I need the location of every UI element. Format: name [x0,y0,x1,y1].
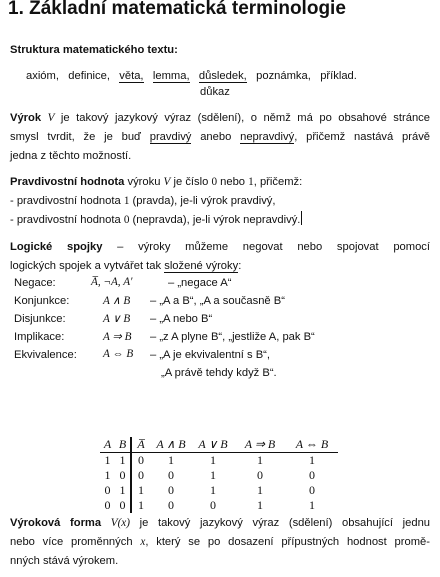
table-row [100,468,338,483]
forma-text: je takový jazykový výraz (sdělení) obsahující jednu [130,517,431,529]
forma-term: Výroková forma [10,517,102,529]
table-cell: 1 [210,483,216,497]
table-row [100,483,338,498]
var-x: x [140,536,146,548]
table-cell: 1 [131,498,150,513]
hodnota-text: nebo [217,176,249,188]
value-one: 1 [248,176,254,188]
vyrok-text: je takový jazykový výraz (sdělení), o němž má po obsahové stránce [54,112,430,124]
hodnota-term: Pravdivostní hodnota [10,176,125,188]
table-cell: 0 [104,498,111,512]
hodnota-paragraph [10,173,430,230]
compound-word: složené výroky [164,260,239,272]
vyrok-text: jedna z těchto možností. [10,150,132,162]
table-cell: 0 [131,453,150,469]
hodnota-text: výroku [124,176,164,188]
var-v: V [163,176,171,188]
connective-expr: A ∨ B [103,313,131,325]
structure-item: věta, [119,70,144,82]
table-cell: 0 [119,498,126,512]
vyrok-term: Výrok [10,112,42,124]
connective-desc: – „A a B“, „A a současně B“ [150,295,285,307]
table-header: B [118,437,127,451]
hodnota-bullet: (nepravda), je-li výrok nepravdivý. [129,214,301,226]
vyrok-paragraph [10,109,430,166]
forma-paragraph [10,514,430,571]
table-row [100,453,338,469]
connective-name: Konjunkce: [14,295,70,307]
connective-expr: A ⇔ B [103,348,134,360]
table-cell: 0 [119,468,126,482]
table-header: A ⇔ B [286,437,338,453]
table-cell: 1 [131,483,150,498]
table-header: A ⇒ B [234,437,286,453]
table-header: A ∨ B [192,437,234,453]
connective-desc: – „negace A“ [168,277,232,289]
connective-name: Implikace: [14,331,65,343]
connective-expr: A ∧ B [103,295,131,307]
truth-table [100,437,338,513]
table-cell: 0 [309,483,315,497]
table-cell: 0 [309,468,315,482]
vyrok-text: smysl tvrdit, že je buď [10,131,150,143]
forma-text: nných stává výrokem. [10,555,119,567]
table-cell: 1 [119,483,126,497]
value-zero: 0 [123,214,130,226]
structure-proof: důkaz [200,86,230,98]
false-word: nepravdivý [240,131,295,143]
structure-item: poznámka, [256,70,311,82]
connective-name: Disjunkce: [14,313,66,325]
table-cell: 0 [168,498,174,512]
spojky-paragraph [10,238,430,276]
hodnota-bullet: (pravda), je-li výrok pravdivý, [129,195,276,207]
table-cell: 1 [210,453,216,467]
table-header: A [103,437,112,451]
table-header: A̅ [131,437,150,453]
vyrok-text: , přičemž nastává právě [294,131,431,143]
table-row [100,498,338,513]
structure-heading: Struktura matematického textu: [10,44,178,56]
table-header: A ∧ B [150,437,192,453]
spojky-text: : [238,260,242,272]
value-one: 1 [123,195,130,207]
table-cell: 0 [131,468,150,483]
spojky-text: logických spojek a vytvářet tak [10,260,165,272]
var-v: V [47,112,55,124]
connective-expr: A̅, ¬A, A′ [91,276,133,288]
connective-desc: – „A nebo B“ [150,313,213,325]
structure-item: důsledek, [198,70,247,82]
table-cell: 1 [309,498,315,512]
connective-desc: – „A je ekvivalentní s B“, [150,349,271,361]
hodnota-text: , přičemž: [253,176,303,188]
text-cursor [301,211,302,225]
forma-text: nebo více proměnných [10,536,141,548]
table-cell: 0 [168,483,174,497]
var-vx: V(x) [110,517,130,529]
connective-name: Ekvivalence: [14,349,77,361]
vyrok-text: anebo [191,131,241,143]
structure-item: příklad. [320,70,357,82]
table-cell: 1 [257,498,263,512]
connective-desc: „A právě tehdy když B“. [161,367,277,379]
table-cell: 1 [309,453,315,467]
value-zero: 0 [211,176,218,188]
table-cell: 0 [210,498,216,512]
table-cell: 0 [104,483,111,497]
table-cell: 0 [168,468,174,482]
connective-expr: A ⇒ B [103,331,132,343]
table-cell: 1 [104,468,111,482]
hodnota-bullet: - pravdivostní hodnota [10,214,124,226]
table-cell: 1 [257,483,263,497]
structure-item: definice, [68,70,110,82]
hodnota-bullet: - pravdivostní hodnota [10,195,124,207]
structure-item: axióm, [26,70,59,82]
page-title: 1. Základní matematická terminologie [8,0,346,19]
table-cell: 1 [168,453,174,467]
connective-name: Negace: [14,277,56,289]
spojky-text: – výroky můžeme negovat nebo spojovat pomocí [102,241,431,253]
forma-text: , který se po dosazení přípustných hodnost promě- [145,536,430,548]
table-cell: 1 [100,453,115,469]
connective-desc: – „z A plyne B“, „jestliže A, pak B“ [150,331,315,343]
table-cell: 1 [115,453,131,469]
hodnota-text: je číslo [170,176,212,188]
structure-item: lemma, [152,70,190,82]
table-cell: 0 [257,468,263,482]
spojky-term: Logické spojky [10,241,103,253]
table-header-row [100,437,338,453]
true-word: pravdivý [149,131,192,143]
table-cell: 1 [257,453,263,467]
structure-items [26,70,357,82]
table-cell: 1 [210,468,216,482]
